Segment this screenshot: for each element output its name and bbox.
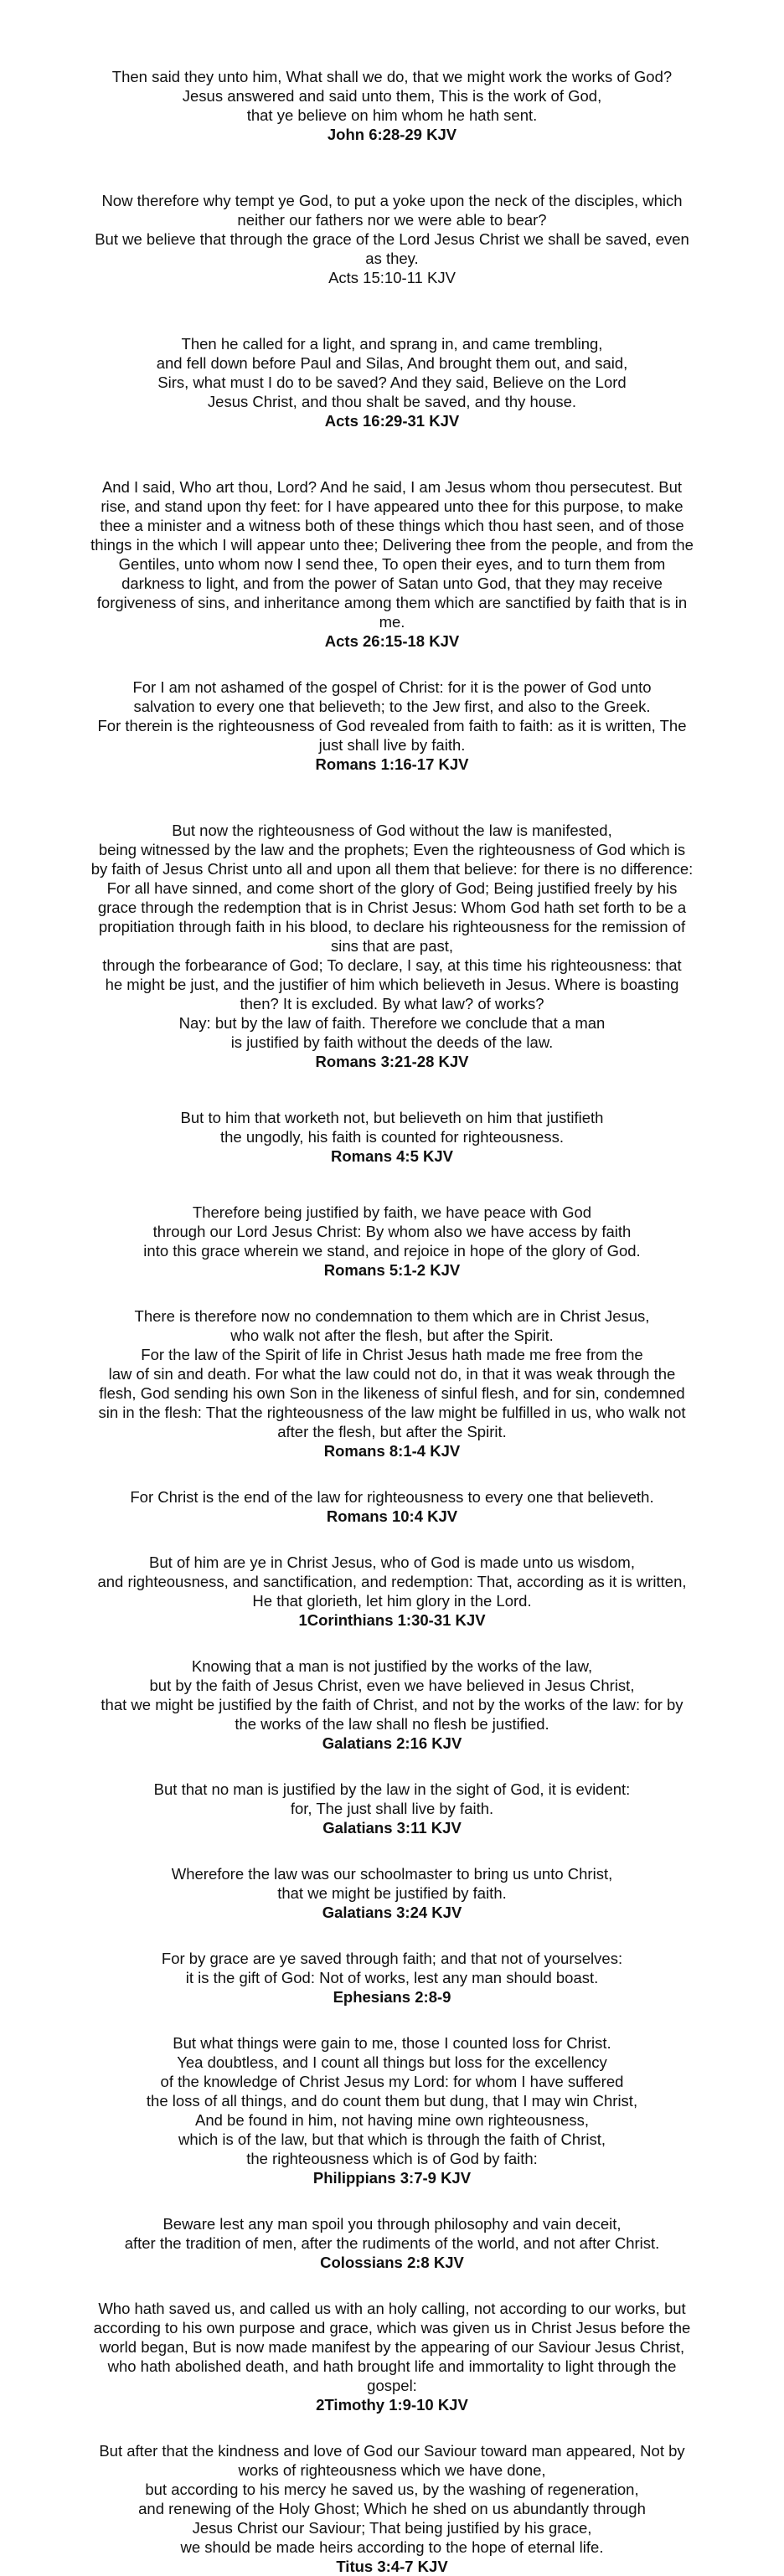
verse-line: Sirs, what must I do to be saved? And they said, Believe on the Lord [157, 374, 627, 391]
verse-line: and fell down before Paul and Silas, And brought them out, and said, [156, 354, 628, 372]
verse-line: For all have sinned, and come short of the glory of God; Being justified freely by his [106, 879, 678, 897]
verse-line: flesh, God sending his own Son in the likeness of sinful flesh, and for sin, condemned [99, 1384, 685, 1402]
verse-line: But what things were gain to me, those I counted loss for Christ. [173, 2034, 611, 2052]
verse-line: But to him that worketh not, but believeth on him that justifieth [180, 1109, 604, 1126]
verse-line: for, The just shall live by faith. [290, 1800, 494, 1817]
verse-reference: Galatians 2:16 KJV [322, 1734, 462, 1752]
verse-reference: Philippians 3:7-9 KJV [312, 2169, 472, 2187]
scripture-passage [23, 191, 761, 287]
verse-line: neither our fathers nor we were able to bear? [237, 211, 547, 229]
verse-line: For therein is the righteousness of God revealed from faith to faith: as it is written, The [97, 717, 687, 734]
scripture-passage [23, 2299, 761, 2414]
verse-line: of the knowledge of Christ Jesus my Lord: for whom I have suffered [160, 2073, 624, 2090]
verse-line: and renewing of the Holy Ghost; Which he shed on us abundantly through [138, 2500, 646, 2517]
scripture-passage [23, 821, 761, 1071]
verse-line: into this grace wherein we stand, and rejoice in hope of the glory of God. [143, 1242, 641, 1260]
verse-line: thee a minister and a witness both of these things which thou hast seen, and of those [100, 517, 684, 534]
verse-line: But that no man is justified by the law in the sight of God, it is evident: [153, 1780, 631, 1798]
verse-line: and righteousness, and sanctification, and redemption: That, according as it is written, [97, 1573, 687, 1590]
verse-line: Wherefore the law was our schoolmaster to bring us unto Christ, [171, 1865, 613, 1883]
verse-line: Therefore being justified by faith, we have peace with God [192, 1203, 592, 1221]
verse-line: it is the gift of God: Not of works, lest any man should boast. [185, 1969, 599, 1986]
verse-line: is justified by faith without the deeds of the law. [230, 1033, 554, 1051]
scripture-passage [23, 1203, 761, 1280]
verse-line: just shall live by faith. [318, 736, 466, 754]
scripture-passage [23, 477, 761, 651]
verse-line: sin in the flesh: That the righteousness of the law might be fulfilled in us, who walk not [98, 1404, 686, 1421]
verse-line: law of sin and death. For what the law could not do, in that it was weak through the [108, 1365, 676, 1383]
verse-line: that we might be justified by faith. [277, 1884, 507, 1902]
verse-line: the loss of all things, and do count them but dung, that I may win Christ, [146, 2092, 638, 2110]
scripture-passage [23, 1864, 761, 1922]
verse-line: that ye believe on him whom he hath sent. [246, 106, 538, 124]
verse-line: he might be just, and the justifier of him which believeth in Jesus. Where is boasting [105, 976, 679, 993]
verse-reference: Romans 5:1-2 KJV [323, 1261, 461, 1279]
verse-reference: Romans 1:16-17 KJV [315, 755, 469, 773]
verse-line: Jesus Christ our Saviour; That being justified by his grace, [192, 2519, 592, 2537]
verse-reference: Galatians 3:11 KJV [322, 1819, 462, 1837]
verse-reference: John 6:28-29 KJV [327, 126, 457, 143]
verse-reference: Romans 10:4 KJV [326, 1507, 458, 1525]
verse-line: works of righteousness which we have done, [238, 2461, 546, 2479]
verse-line: as they. [365, 250, 419, 267]
verse-reference: Romans 4:5 KJV [331, 1147, 453, 1165]
scripture-passage [23, 1780, 761, 1837]
verse-line: Beware lest any man spoil you through philosophy and vain deceit, [162, 2215, 622, 2233]
verse-reference: Titus 3:4-7 KJV [336, 2558, 448, 2575]
verse-line: Knowing that a man is not justified by the works of the law, [191, 1657, 593, 1675]
verse-line: For by grace are ye saved through faith; and that not of yourselves: [161, 1950, 623, 1967]
verse-line: through the forbearance of God; To declare, I say, at this time his righteousness: that [102, 956, 682, 974]
verse-line: after the flesh, but after the Spirit. [277, 1423, 507, 1440]
verse-line: Now therefore why tempt ye God, to put a yoke upon the neck of the disciples, which [101, 192, 683, 209]
verse-line: Jesus answered and said unto them, This is the work of God, [182, 87, 602, 105]
scripture-passage [23, 1553, 761, 1630]
verse-reference: Romans 3:21-28 KJV [315, 1053, 469, 1070]
verse-line: For the law of the Spirit of life in Christ Jesus hath made me free from the [141, 1346, 643, 1363]
verse-line: through our Lord Jesus Christ: By whom also we have access by faith [152, 1223, 632, 1240]
verse-line: then? It is excluded. By what law? of works? [240, 995, 544, 1012]
verse-line: forgiveness of sins, and inheritance among them which are sanctified by faith that is in [96, 594, 688, 611]
verse-reference: 2Timothy 1:9-10 KJV [316, 2396, 468, 2414]
verse-line: world began, But is now made manifest by the appearing of our Saviour Jesus Christ, [99, 2338, 685, 2356]
verse-line: but according to his mercy he saved us, by the washing of regeneration, [145, 2481, 639, 2498]
verse-line: the works of the law shall no flesh be justified. [235, 1715, 549, 1733]
verse-line: darkness to light, and from the power of Satan unto God, that they may receive [121, 574, 663, 592]
scripture-passage [23, 1656, 761, 1753]
verse-line: according to his own purpose and grace, which was given us in Christ Jesus before the [93, 2319, 691, 2336]
verse-line: And I said, Who art thou, Lord? And he said, I am Jesus whom thou persecutest. But [101, 478, 683, 496]
verse-reference: Romans 8:1-4 KJV [323, 1442, 461, 1460]
verse-line: Nay: but by the law of faith. Therefore we conclude that a man [178, 1014, 606, 1032]
verse-line: which is of the law, but that which is through the faith of Christ, [178, 2130, 606, 2148]
scripture-passage [23, 1949, 761, 2007]
verse-line: being witnessed by the law and the prophets; Even the righteousness of God which is [98, 841, 686, 858]
verse-line: For Christ is the end of the law for righteousness to every one that believeth. [130, 1488, 654, 1506]
verse-line: but by the faith of Jesus Christ, even we have believed in Jesus Christ, [149, 1677, 635, 1694]
scripture-passage [23, 2033, 761, 2187]
verse-line: rise, and stand upon thy feet: for I have appeared unto thee for this purpose, to make [101, 497, 683, 515]
verse-line: For I am not ashamed of the gospel of Christ: for it is the power of God unto [132, 678, 652, 696]
verse-reference: Galatians 3:24 KJV [322, 1904, 462, 1921]
verse-line: salvation to every one that believeth; to the Jew first, and also to the Greek. [133, 698, 651, 715]
verse-line: the ungodly, his faith is counted for righteousness. [220, 1128, 564, 1146]
verse-line: Then said they unto him, What shall we do, that we might work the works of God? [111, 68, 673, 85]
verse-line: the righteousness which is of God by faith: [246, 2150, 538, 2167]
scripture-passage [23, 67, 761, 144]
verse-line: Gentiles, unto whom now I send thee, To open their eyes, and to turn them from [118, 555, 666, 573]
scripture-passage [23, 1306, 761, 1461]
verse-line: Jesus Christ, and thou shalt be saved, and thy house. [207, 393, 577, 410]
verse-line: Who hath saved us, and called us with an holy calling, not according to our works, but [98, 2300, 686, 2317]
verse-line: gospel: [367, 2377, 417, 2394]
verse-line: who hath abolished death, and hath brought life and immortality to light through the [107, 2357, 677, 2375]
scripture-passage [23, 677, 761, 774]
verse-line: things in the which I will appear unto thee; Delivering thee from the people, and from the [90, 536, 694, 554]
verse-line: But after that the kindness and love of God our Saviour toward man appeared, Not by [99, 2442, 685, 2460]
verse-line: by faith of Jesus Christ unto all and upon all them that believe: for there is no difference: [90, 860, 694, 878]
verse-line: But we believe that through the grace of the Lord Jesus Christ we shall be saved, even [95, 230, 689, 248]
verse-line: And be found in him, not having mine own righteousness, [195, 2111, 589, 2129]
verse-line: sins that are past, [330, 937, 454, 955]
verse-line: that we might be justified by the faith of Christ, and not by the works of the law: for by [101, 1696, 683, 1713]
verse-line: after the tradition of men, after the rudiments of the world, and not after Christ. [124, 2234, 660, 2252]
verse-line: There is therefore now no condemnation to them which are in Christ Jesus, [134, 1307, 650, 1325]
scripture-passage [23, 1108, 761, 1166]
scripture-passage [23, 2214, 761, 2272]
verse-reference: Ephesians 2:8-9 [333, 1988, 451, 2006]
scripture-passage [23, 2441, 761, 2576]
verse-line: we should be made heirs according to the hope of eternal life. [180, 2538, 604, 2556]
verse-line: Then he called for a light, and sprang in, and came trembling, [181, 335, 603, 353]
verse-line: Acts 15:10-11 KJV [328, 269, 456, 286]
verse-reference: Acts 26:15-18 KJV [324, 632, 460, 650]
verse-line: But now the righteousness of God without the law is manifested, [172, 822, 612, 839]
scripture-passage [23, 334, 761, 430]
verse-reference: 1Corinthians 1:30-31 KJV [298, 1611, 486, 1629]
verse-line: me. [379, 613, 405, 631]
verse-line: He that glorieth, let him glory in the Lord. [252, 1592, 532, 1610]
verse-line: But of him are ye in Christ Jesus, who of God is made unto us wisdom, [149, 1553, 635, 1571]
verse-line: grace through the redemption that is in Christ Jesus: Whom God hath set forth to be a [97, 899, 687, 916]
verse-reference: Acts 16:29-31 KJV [324, 412, 460, 430]
verse-reference: Colossians 2:8 KJV [320, 2254, 464, 2271]
verse-line: propitiation through faith in his blood, to declare his righteousness for the remission of [98, 918, 686, 935]
verse-line: Yea doubtless, and I count all things but loss for the excellency [177, 2053, 607, 2071]
scripture-passage [23, 1487, 761, 1526]
verse-line: who walk not after the flesh, but after the Spirit. [230, 1327, 554, 1344]
